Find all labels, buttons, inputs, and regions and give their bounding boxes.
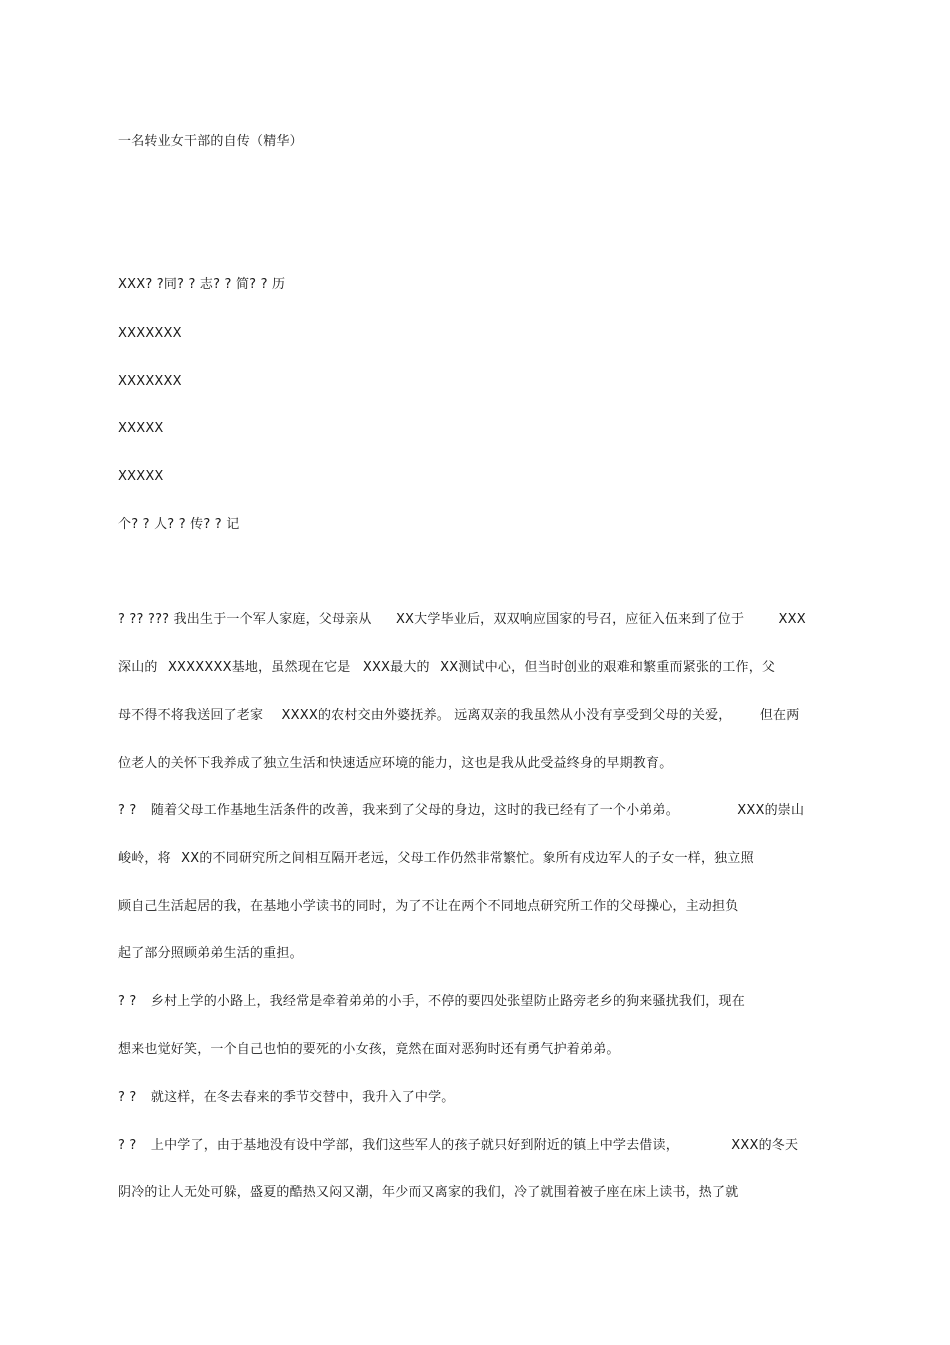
body-segment: XXXX的农村交由外婆抚养。 远离双亲的我虽然从小没有享受到父母的关爱， — [281, 708, 732, 723]
body-segment: 起了部分照顾弟弟生活的重担。 — [118, 946, 303, 961]
body-segment: XX大学毕业后，双双响应国家的号召，应征入伍来到了位于 — [395, 612, 745, 627]
body-segment: 位老人的关怀下我养成了独立生活和快速适应环境的能力，这也是我从此受益终身的早期教育。 — [118, 756, 673, 771]
body-line — [118, 612, 806, 628]
body-segment: 顾自己生活起居的我，在基地小学读书的同时，为了不让在两个不同地点研究所工作的父母操心，主动担负 — [118, 899, 739, 914]
body-segment: XXX的崇山 — [737, 803, 805, 818]
body-segment: XXX最大的 — [362, 660, 430, 675]
body-segment: 母不得不将我送回了老家 — [118, 708, 264, 723]
body-line — [118, 1138, 798, 1154]
resume-line: XXXXX — [118, 421, 164, 436]
body-segment: ? ?? ??? 我出生于一个军人家庭，父母亲从 — [118, 612, 372, 627]
body-line — [118, 994, 745, 1010]
body-segment: ? ? — [118, 1090, 137, 1105]
body-line — [118, 660, 775, 676]
body-line — [118, 851, 754, 867]
document-title: 一名转业女干部的自传（精华） — [118, 134, 303, 149]
body-line — [118, 899, 738, 915]
body-segment: XXX — [778, 612, 806, 627]
body-line — [118, 708, 799, 724]
body-segment: XX的不同研究所之间相互隔开老远，父母工作仍然非常繁忙。象所有戍边军人的子女一样，独立照 — [181, 851, 754, 866]
body-segment: 峻岭，将 — [118, 851, 171, 866]
resume-line: XXXXXXX — [118, 326, 182, 341]
resume-line: XXXXXXX — [118, 374, 182, 389]
body-segment: ? ? — [118, 803, 137, 818]
bio-heading: 个? ? 人? ? 传? ? 记 — [118, 517, 240, 532]
body-segment: 上中学了，由于基地没有设中学部，我们这些军人的孩子就只好到附近的镇上中学去借读， — [150, 1138, 679, 1153]
body-segment: ? ? — [118, 994, 137, 1009]
body-line — [118, 1185, 738, 1201]
body-line — [118, 1042, 620, 1058]
resume-line: XXXXX — [118, 469, 164, 484]
body-line — [118, 946, 303, 962]
body-segment: XXX的冬天 — [731, 1138, 799, 1153]
body-line — [118, 756, 672, 772]
body-segment: XX测试中心，但当时创业的艰难和繁重而紧张的工作，父 — [440, 660, 776, 675]
body-line — [118, 803, 804, 819]
body-segment: 阴冷的让人无处可躲，盛夏的酷热又闷又潮，年少而又离家的我们，冷了就围着被子座在床上读书，热了就 — [118, 1185, 739, 1200]
body-segment: XXXXXXX基地，虽然现在它是 — [167, 660, 351, 675]
body-segment: 想来也觉好笑，一个自己也怕的要死的小女孩，竟然在面对恶狗时还有勇气护着弟弟。 — [118, 1042, 620, 1057]
body-segment: ? ? — [118, 1138, 137, 1153]
body-segment: 但在两 — [759, 708, 800, 723]
resume-heading: XXX? ?同? ? 志? ? 简? ? 历 — [118, 277, 286, 292]
body-segment: 乡村上学的小路上，我经常是牵着弟弟的小手，不停的要四处张望防止路旁老乡的狗来骚扰我们，现在 — [150, 994, 745, 1009]
body-line — [118, 1090, 455, 1106]
body-segment: 随着父母工作基地生活条件的改善，我来到了父母的身边，这时的我已经有了一个小弟弟。 — [150, 803, 679, 818]
body-segment: 就这样，在冬去春来的季节交替中，我升入了中学。 — [150, 1090, 455, 1105]
body-segment: 深山的 — [118, 660, 158, 675]
